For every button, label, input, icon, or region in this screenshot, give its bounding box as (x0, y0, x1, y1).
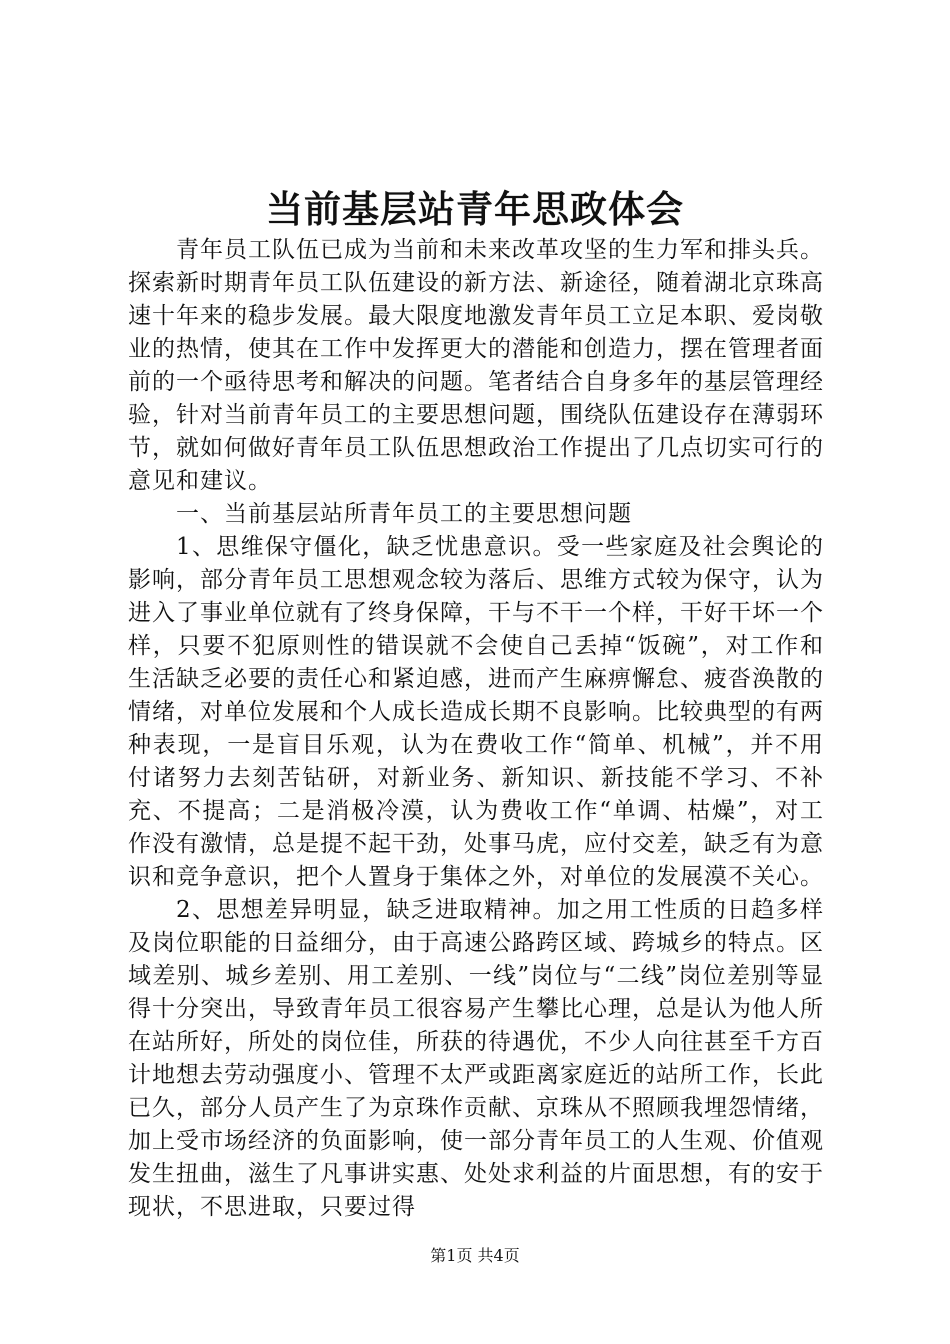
document-title: 当前基层站青年思政体会 (266, 187, 684, 231)
section-heading: 一、当前基层站所青年员工的主要思想问题 (176, 501, 632, 527)
document-body (128, 234, 824, 1224)
page-footer: 第1页 共4页 (430, 1246, 520, 1265)
point-2-paragraph: 2、思想差异明显，缺乏进取精神。加之用工性质的日趋多样及岗位职能的日益细分，由于高速公路跨区域、跨城乡的特点。区域差别、城乡差别、用工差别、一线”岗位与“二线”岗位差别等显得十分突出，导致青年员工很容易产生攀比心理，总是认为他人所在站所好，所处的岗位佳，所获的待遇优，不少人向往甚至千方百计地想去劳动强度小、管理不太严或距离家庭近的站所工作，长此已久，部分人员产生了为京珠作贡献、京珠从不照顾我埋怨情绪，加上受市场经济的负面影响，使一部分青年员工的人生观、价值观发生扭曲，滋生了凡事讲实惠、处处求利益的片面思想，有的安于现状，不思进取，只要过得 (128, 897, 824, 1220)
intro-paragraph: 青年员工队伍已成为当前和未来改革攻坚的生力军和排头兵。探索新时期青年员工队伍建设的新方法、新途径，随着湖北京珠高速十年来的稳步发展。最大限度地激发青年员工立足本职、爱岗敬业的热情，使其在工作中发挥更大的潜能和创造力，摆在管理者面前的一个亟待思考和解决的问题。笔者结合自身多年的基层管理经验，针对当前青年员工的主要思想问题，围绕队伍建设存在薄弱环节，就如何做好青年员工队伍思想政治工作提出了几点切实可行的意见和建议。 (128, 237, 824, 494)
point-1-paragraph: 1、思维保守僵化，缺乏忧患意识。受一些家庭及社会舆论的影响，部分青年员工思想观念较为落后、思维方式较为保守，认为进入了事业单位就有了终身保障，干与不干一个样，干好干坏一个样，只要不犯原则性的错误就不会使自己丢掉“饭碗”，对工作和生活缺乏必要的责任心和紧迫感，进而产生麻痹懈怠、疲沓涣散的情绪，对单位发展和个人成长造成长期不良影响。比较典型的有两种表现，一是盲目乐观，认为在费收工作“简单、机械”，并不用付诸努力去刻苦钻研，对新业务、新知识、新技能不学习、不补充、不提高；二是消极冷漠，认为费收工作“单调、枯燥”，对工作没有激情，总是提不起干劲，处事马虎，应付交差，缺乏有为意识和竞争意识，把个人置身于集体之外，对单位的发展漠不关心。 (128, 534, 824, 890)
